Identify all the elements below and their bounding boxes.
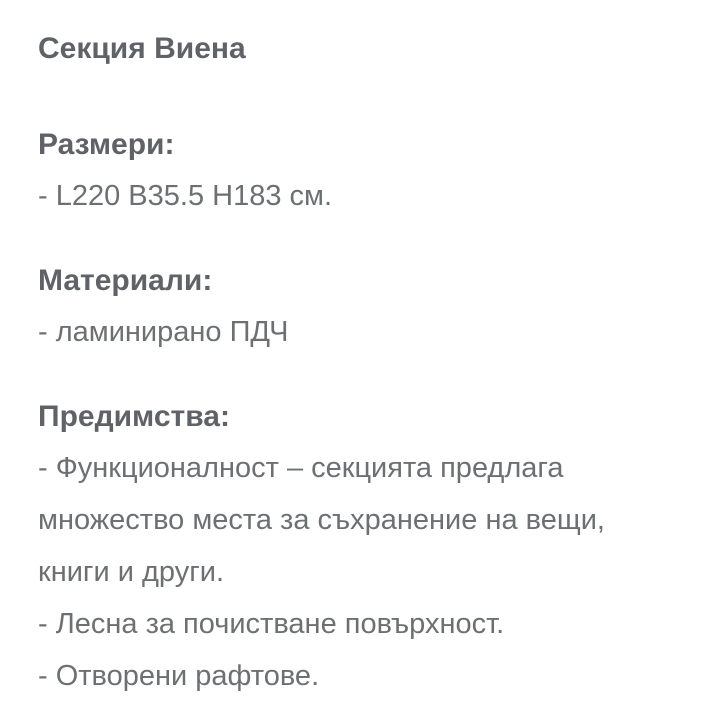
section-materials bbox=[38, 256, 668, 358]
materials-heading: Материали: bbox=[38, 264, 213, 297]
advantages-line-functionality: - Функционалност – секцията предлага множество места за съхранение на вещи, книги и други. bbox=[38, 452, 605, 588]
advantages-heading: Предимства: bbox=[38, 400, 230, 433]
dimensions-heading: Размери: bbox=[38, 128, 175, 161]
section-dimensions bbox=[38, 120, 668, 222]
materials-line: - ламинирано ПДЧ bbox=[38, 316, 289, 348]
section-advantages bbox=[38, 392, 668, 702]
advantages-line-easy-clean: - Лесна за почистване повърхност. bbox=[38, 608, 505, 640]
dimensions-line: - L220 B35.5 H183 см. bbox=[38, 180, 333, 212]
advantages-line-open-shelves: - Отворени рафтове. bbox=[38, 660, 320, 692]
product-title: Секция Виена bbox=[38, 32, 246, 65]
